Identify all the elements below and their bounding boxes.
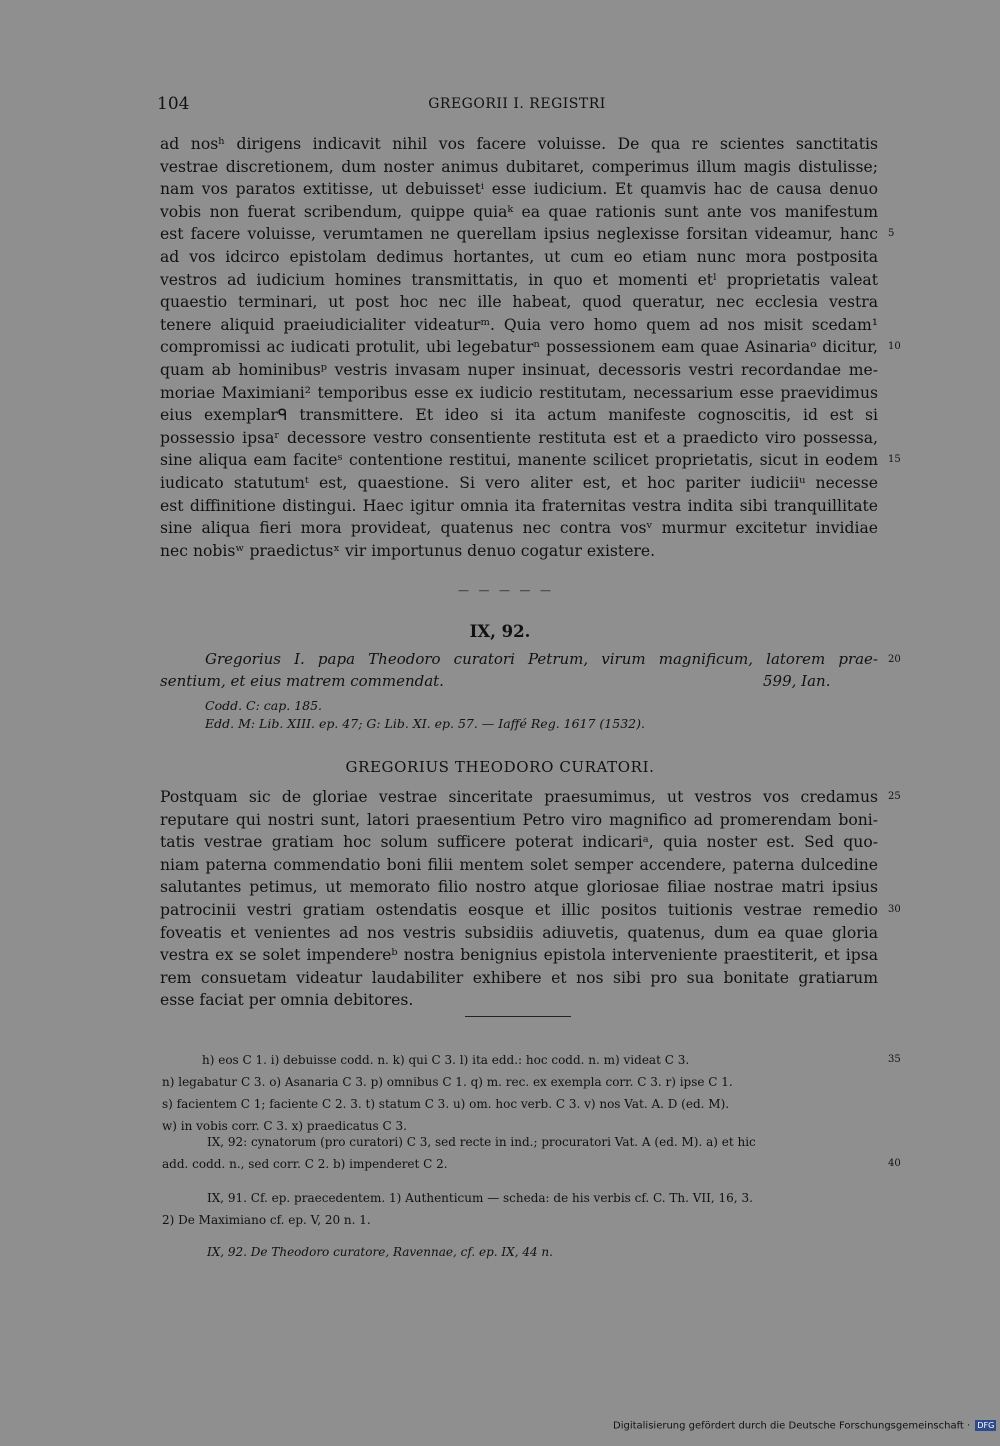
- letter-line: salutantes petimus, ut memorato filio nostro atque gloriosae filiae nostrae matri ipsius: [160, 878, 878, 897]
- critical-apparatus: [162, 1049, 880, 1137]
- editions-line: Edd. M: Lib. XIII. ep. 47; G: Lib. XI. ep. 57. — Iaffé Reg. 1617 (1532).: [205, 716, 645, 731]
- line-number: 20: [888, 654, 901, 665]
- letter-line: vestra ex se solet impendereᵇ nostra benignius epistola interveniente praestiterit, et ipsa: [160, 946, 878, 965]
- letter-line: niam paterna commendatio boni filii mentem solet semper accendere, paterna dulcedine: [160, 855, 878, 874]
- apparatus-line: s) facientem C 1; faciente C 2. 3. t) statum C 3. u) om. hoc verb. C 3. v) nos Vat. A. D (ed. M).: [162, 1097, 730, 1111]
- letter-line: tatis vestrae gratiam hoc solum sufficere poterat indicariᵃ, quia noster est. Sed quo-: [160, 833, 878, 852]
- apparatus-line: w) in vobis corr. C 3. x) praedicatus C 3.: [162, 1119, 407, 1133]
- body-line: compromissi ac iudicati protulit, ubi legebaturⁿ possessionem eam quae Asinariaᵒ dicitur,: [160, 338, 878, 357]
- body-line: vobis non fuerat scribendum, quippe quiaᵏ ea quae rationis sunt ante vos manifestum: [160, 202, 878, 221]
- body-line: est diffinitione distingui. Haec igitur omnia ita fraternitas vestra indita sibi tranquillitate: [160, 496, 878, 515]
- body-line: ad vos idcirco epistolam dedimus hortantes, ut cum eo etiam nunc mora postposita: [160, 247, 878, 266]
- letter-line: foveatis et venientes ad nos vestris subsidiis adiuvetis, quatenus, dum ea quae gloria: [160, 923, 878, 942]
- running-title: GREGORII I. REGISTRI: [428, 96, 606, 112]
- letter-line: reputare qui nostri sunt, latori praesentium Petro viro magnifico ad promerendam boni-: [160, 810, 878, 829]
- body-line: tenere aliquid praeiudicialiter videaturᵐ. Quia vero homo quem ad nos misit scedam¹: [160, 315, 878, 334]
- body-line: quam ab hominibusᵖ vestris invasam nuper insinuat, decessoris vestri recordandae me-: [160, 360, 878, 379]
- body-line: quaestio terminari, ut post hoc nec ille habeat, quod queratur, nec ecclesia vestra: [160, 293, 878, 312]
- commentary-notes: [162, 1187, 880, 1231]
- summary: [160, 648, 878, 692]
- body-line: iudicato statutumᵗ est, quaestione. Si vero aliter est, et hoc pariter iudiciiᵘ necesse: [160, 473, 878, 492]
- commentary-note-2: [162, 1241, 880, 1263]
- line-number: 40: [888, 1158, 901, 1169]
- body-line: eius exemplarᑫ transmittere. Et ideo si ita actum manifeste cognoscitis, id est si: [160, 406, 878, 425]
- line-number: 30: [888, 904, 901, 915]
- body-line: moriae Maximiani² temporibus esse ex iudicio restitutam, necessarium esse praevidimus: [160, 383, 878, 402]
- comment-line: IX, 91. Cf. ep. praecedentem. 1) Authenticum — scheda: de his verbis cf. C. Th. VII, 16, 3.: [207, 1191, 753, 1205]
- letter-line: Postquam sic de gloriae vestrae sinceritate praesumimus, ut vestros vos credamus: [160, 788, 878, 806]
- footer-text: Digitalisierung gefördert durch die Deutsche Forschungsgemeinschaft ·: [613, 1420, 971, 1432]
- line-number: 5: [888, 228, 895, 240]
- footer: [613, 1420, 996, 1432]
- apparatus-line: add. codd. n., sed corr. C 2. b) impenderet C 2.: [162, 1157, 448, 1171]
- summary-date: 599, Ian.: [763, 672, 831, 690]
- end-rule: [465, 1016, 571, 1018]
- comment-line: 2) De Maximiano cf. ep. V, 20 n. 1.: [162, 1213, 371, 1227]
- letter-text: [160, 786, 901, 1012]
- body-line: vestros ad iudicium homines transmittatis, in quo et momenti etˡ proprietatis valeat: [160, 270, 878, 289]
- body-line: est facere voluisse, verumtamen ne querellam ipsius neglexisse forsitan videamur, hanc: [160, 225, 878, 244]
- apparatus-line: IX, 92: cynatorum (pro curatori) C 3, sed recte in ind.; procuratori Vat. A (ed. M). a) et hic: [207, 1135, 756, 1149]
- body-line: ad nosʰ dirigens indicavit nihil vos facere voluisse. De qua re scientes sanctitatis: [160, 135, 878, 153]
- running-header: [157, 94, 877, 116]
- body-line: vestrae discretionem, dum noster animus dubitaret, comperimus illum magis distulisse;: [160, 157, 878, 176]
- letter-line: rem consuetam videatur laudabiliter exhibere et nos sibi pro sua bonitate gratiarum: [160, 968, 878, 987]
- codices-line: Codd. C: cap. 185.: [205, 698, 323, 713]
- line-number: 25: [888, 791, 901, 802]
- summary-line: [160, 670, 878, 692]
- apparatus-line: n) legabatur C 3. o) Asanaria C 3. p) omnibus C 1. q) m. rec. ex exempla corr. C 3. r) ipse C 1.: [162, 1075, 733, 1089]
- body-line: nam vos paratos extitisse, ut debuissetⁱ esse iudicium. Et quamvis hac de causa denuo: [160, 180, 878, 199]
- apparatus-line: h) eos C 1. i) debuisse codd. n. k) qui C 3. l) ita edd.: hoc codd. n. m) videat C 3.: [202, 1053, 690, 1067]
- letter-heading: GREGORIUS THEODORO CURATORI.: [345, 758, 655, 776]
- body-line: sine aliqua eam faciteˢ contentione restitui, manente scilicet proprietatis, sicut in eodem: [160, 451, 878, 470]
- critical-apparatus-2: [162, 1131, 880, 1175]
- body-line: possessio ipsaʳ decessore vestro consentiente restituta est et a praedicto viro possessa,: [160, 428, 878, 447]
- line-number: 15: [888, 454, 901, 466]
- comment-line: IX, 92. De Theodoro curatore, Ravennae, cf. ep. IX, 44 n.: [207, 1245, 553, 1259]
- summary-line-text: sentium, et eius matrem commendat.: [160, 672, 444, 690]
- body-line: nec nobisʷ praedictusˣ vir importunus denuo cogatur existere.: [160, 541, 656, 560]
- letter-line: esse faciat per omnia debitores.: [160, 991, 414, 1010]
- line-number: 35: [888, 1054, 901, 1065]
- summary-line: Gregorius I. papa Theodoro curatori Petrum, virum magnificum, latorem prae-: [205, 650, 878, 668]
- body-text: [160, 133, 901, 562]
- page-number: 104: [157, 94, 190, 114]
- section-divider: — — — — —: [458, 584, 554, 597]
- section-title: IX, 92.: [469, 622, 531, 641]
- letter-line: patrocinii vestri gratiam ostendatis eosque et illic positos tuitionis vestrae remedio: [160, 900, 878, 919]
- line-number: 10: [888, 341, 901, 353]
- dfg-logo: DFG: [977, 1421, 995, 1430]
- body-line: sine aliqua fieri mora provideat, quatenus nec contra vosᵛ murmur excitetur invidiae: [160, 519, 878, 538]
